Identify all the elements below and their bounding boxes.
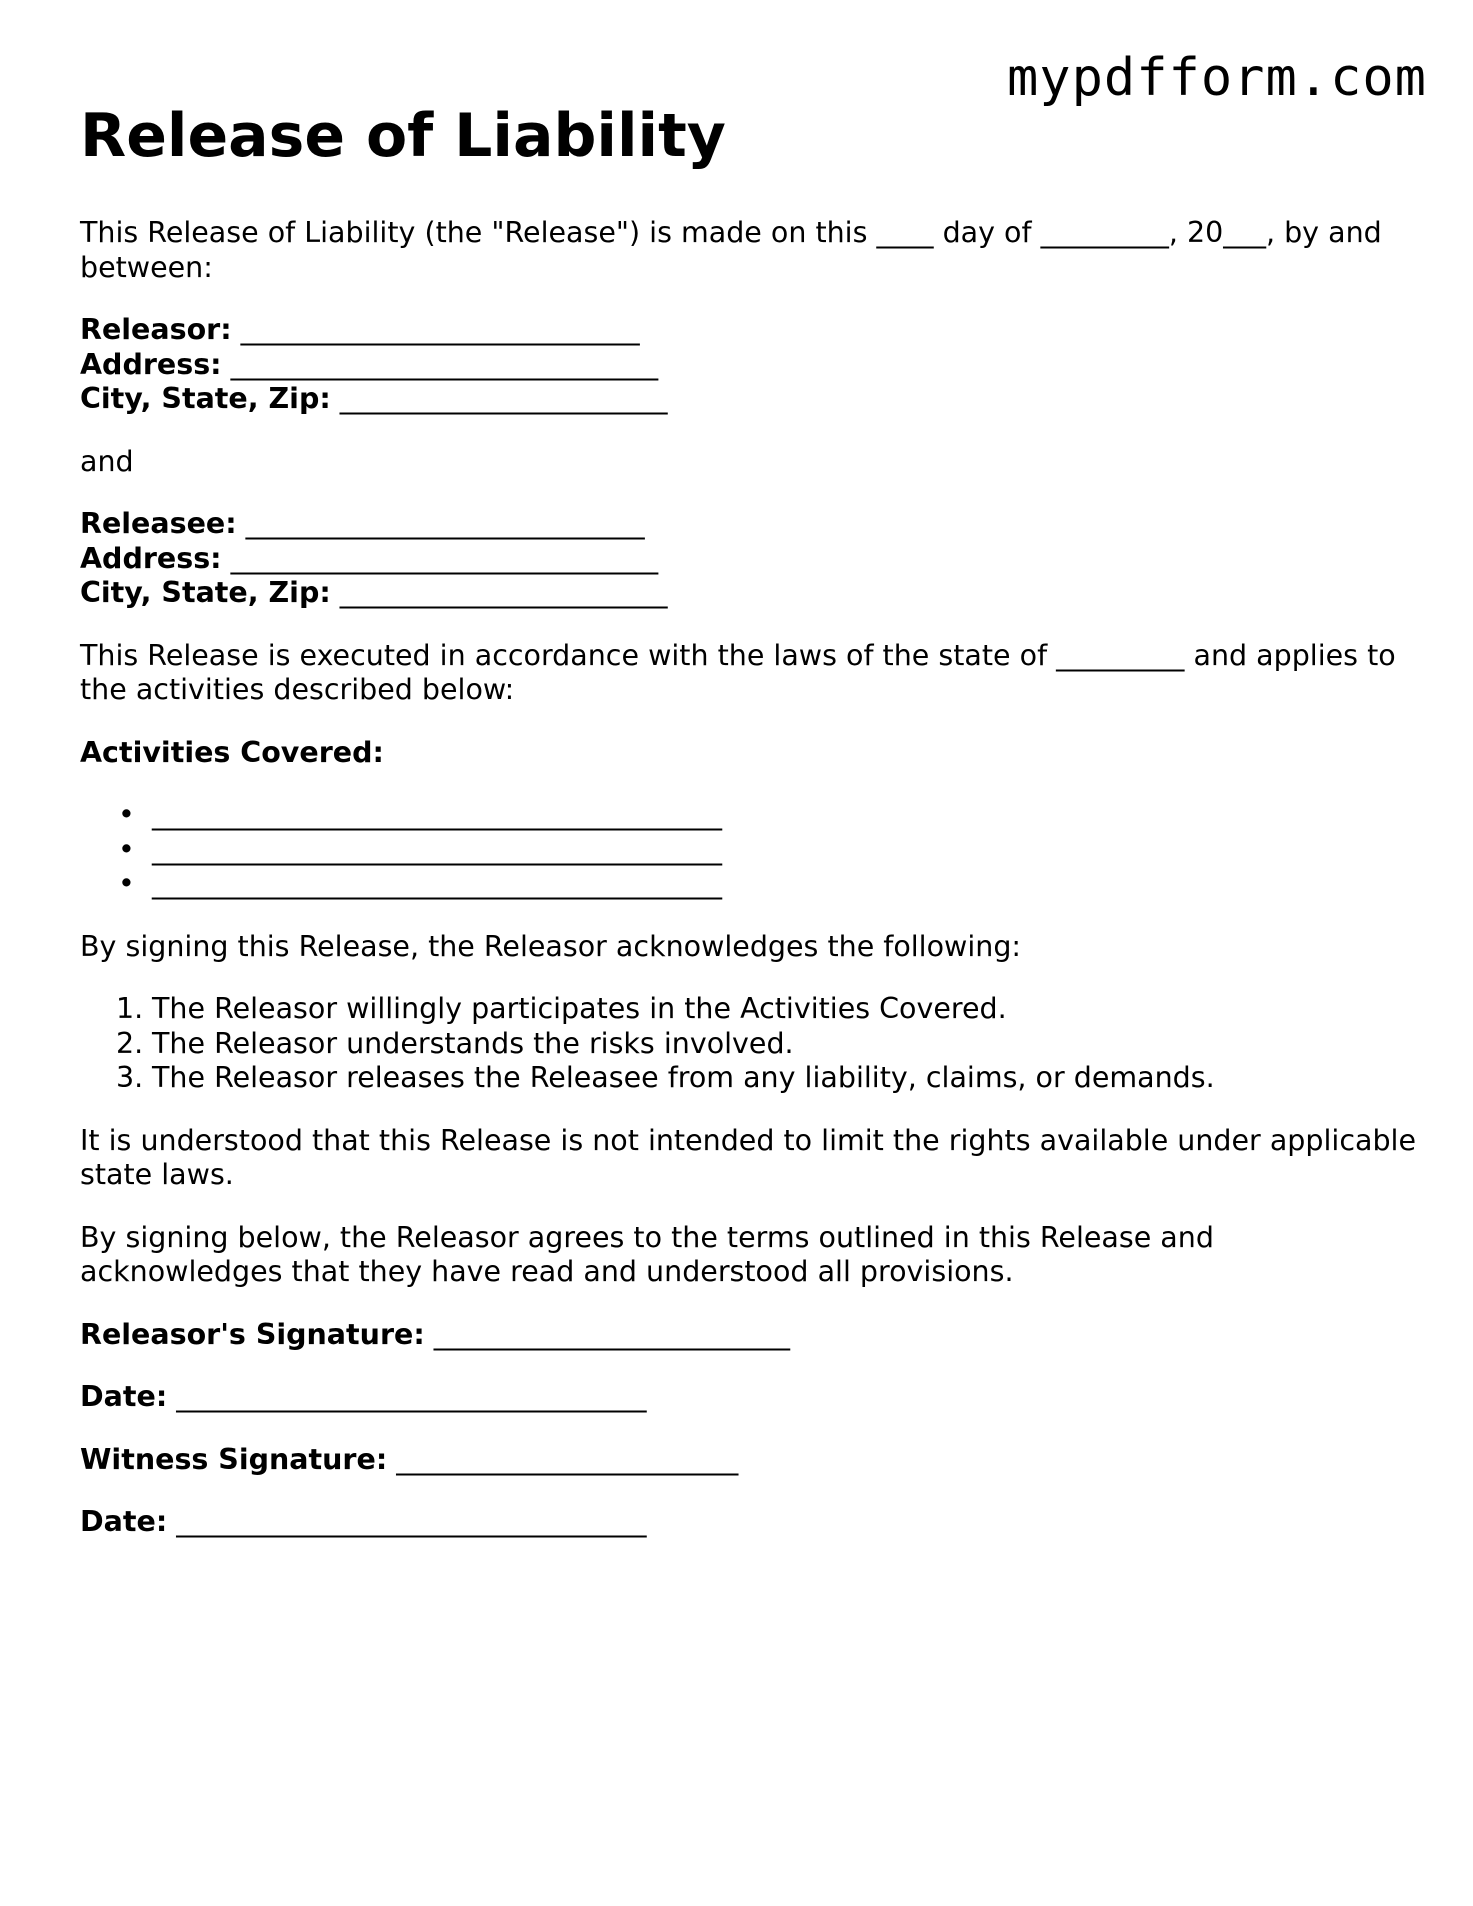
releasor-city-field[interactable]: _______________________	[330, 382, 668, 415]
acknowledgement-text: The Releasor releases the Releasee from any liability, claims, or demands.	[152, 1061, 1215, 1094]
watermark: mypdfform.com	[1007, 48, 1427, 108]
law-paragraph: This Release is executed in accordance with the laws of the state of _________ and applies to the activities described below:	[80, 638, 1396, 706]
witness-date-field[interactable]: _________________________________	[167, 1505, 647, 1538]
document-body	[80, 100, 1420, 1568]
releasor-date-field[interactable]: _________________________________	[167, 1380, 647, 1413]
releasor-date-label: Date:	[80, 1380, 168, 1413]
list-number: 1.	[116, 992, 144, 1025]
releasee-address-label: Address:	[80, 541, 222, 575]
releasee-address-line	[80, 542, 1420, 577]
witness-date-line	[80, 1505, 1420, 1540]
activity-field[interactable]: ________________________________________	[152, 798, 722, 831]
acknowledge-intro: By signing this Release, the Releasor acknowledges the following:	[80, 929, 1022, 963]
releasor-name-label: Releasor:	[80, 313, 232, 346]
agree-paragraph: By signing below, the Releasor agrees to the terms outlined in this Release and acknowledges that they have read and understood all provisions.	[80, 1220, 1214, 1288]
activity-field[interactable]: ________________________________________	[152, 867, 722, 900]
releasor-block	[80, 313, 1420, 417]
releasor-city-label: City, State, Zip:	[80, 382, 331, 415]
intro-paragraph: This Release of Liability (the "Release") is made on this ____ day of _________, 20___, by and between:	[80, 216, 1382, 284]
activity-item[interactable]	[80, 833, 1420, 868]
acknowledgement-item	[80, 992, 1420, 1027]
witness-signature-label: Witness Signature:	[80, 1442, 388, 1476]
releasee-name-field[interactable]: ____________________________	[236, 507, 645, 540]
acknowledgement-item	[80, 1061, 1420, 1096]
releasor-name-line	[80, 313, 1420, 348]
releasee-name-label: Releasee:	[80, 507, 237, 540]
releasor-signature-line	[80, 1318, 1420, 1353]
activity-field[interactable]: ________________________________________	[152, 832, 722, 866]
releasee-address-field[interactable]: ______________________________	[221, 541, 659, 575]
activity-item[interactable]	[80, 867, 1420, 902]
rights-paragraph: It is understood that this Release is not intended to limit the rights available under applicable state laws.	[80, 1123, 1416, 1191]
acknowledgements-list	[80, 992, 1420, 1096]
releasor-city-line	[80, 382, 1420, 417]
activity-item[interactable]	[80, 798, 1420, 833]
acknowledgement-item	[80, 1027, 1420, 1062]
releasee-name-line	[80, 507, 1420, 542]
releasor-address-field[interactable]: ______________________________	[221, 347, 659, 381]
bullet-icon: •	[118, 867, 135, 900]
witness-date-label: Date:	[80, 1505, 168, 1538]
witness-signature-field[interactable]: ________________________	[387, 1442, 739, 1476]
list-number: 2.	[116, 1026, 144, 1060]
releasor-signature-field[interactable]: _________________________	[424, 1317, 791, 1351]
releasor-signature-label: Releasor's Signature:	[80, 1317, 425, 1351]
activities-heading: Activities Covered:	[80, 735, 384, 769]
releasee-city-field[interactable]: _______________________	[330, 576, 668, 609]
releasee-city-label: City, State, Zip:	[80, 576, 331, 609]
releasee-city-line	[80, 576, 1420, 611]
activities-list	[80, 798, 1420, 902]
releasor-date-line	[80, 1380, 1420, 1415]
bullet-icon: •	[118, 832, 135, 866]
releasor-address-line	[80, 348, 1420, 383]
list-number: 3.	[116, 1061, 144, 1094]
releasor-name-field[interactable]: ____________________________	[231, 313, 640, 346]
releasee-block	[80, 507, 1420, 611]
and-text: and	[80, 444, 134, 478]
document-title: Release of Liability	[80, 101, 726, 171]
acknowledgement-text: The Releasor willingly participates in the Activities Covered.	[152, 992, 1007, 1025]
releasor-address-label: Address:	[80, 347, 222, 381]
acknowledgement-text: The Releasor understands the risks involved.	[152, 1026, 794, 1060]
bullet-icon: •	[118, 798, 135, 831]
witness-signature-line	[80, 1443, 1420, 1478]
